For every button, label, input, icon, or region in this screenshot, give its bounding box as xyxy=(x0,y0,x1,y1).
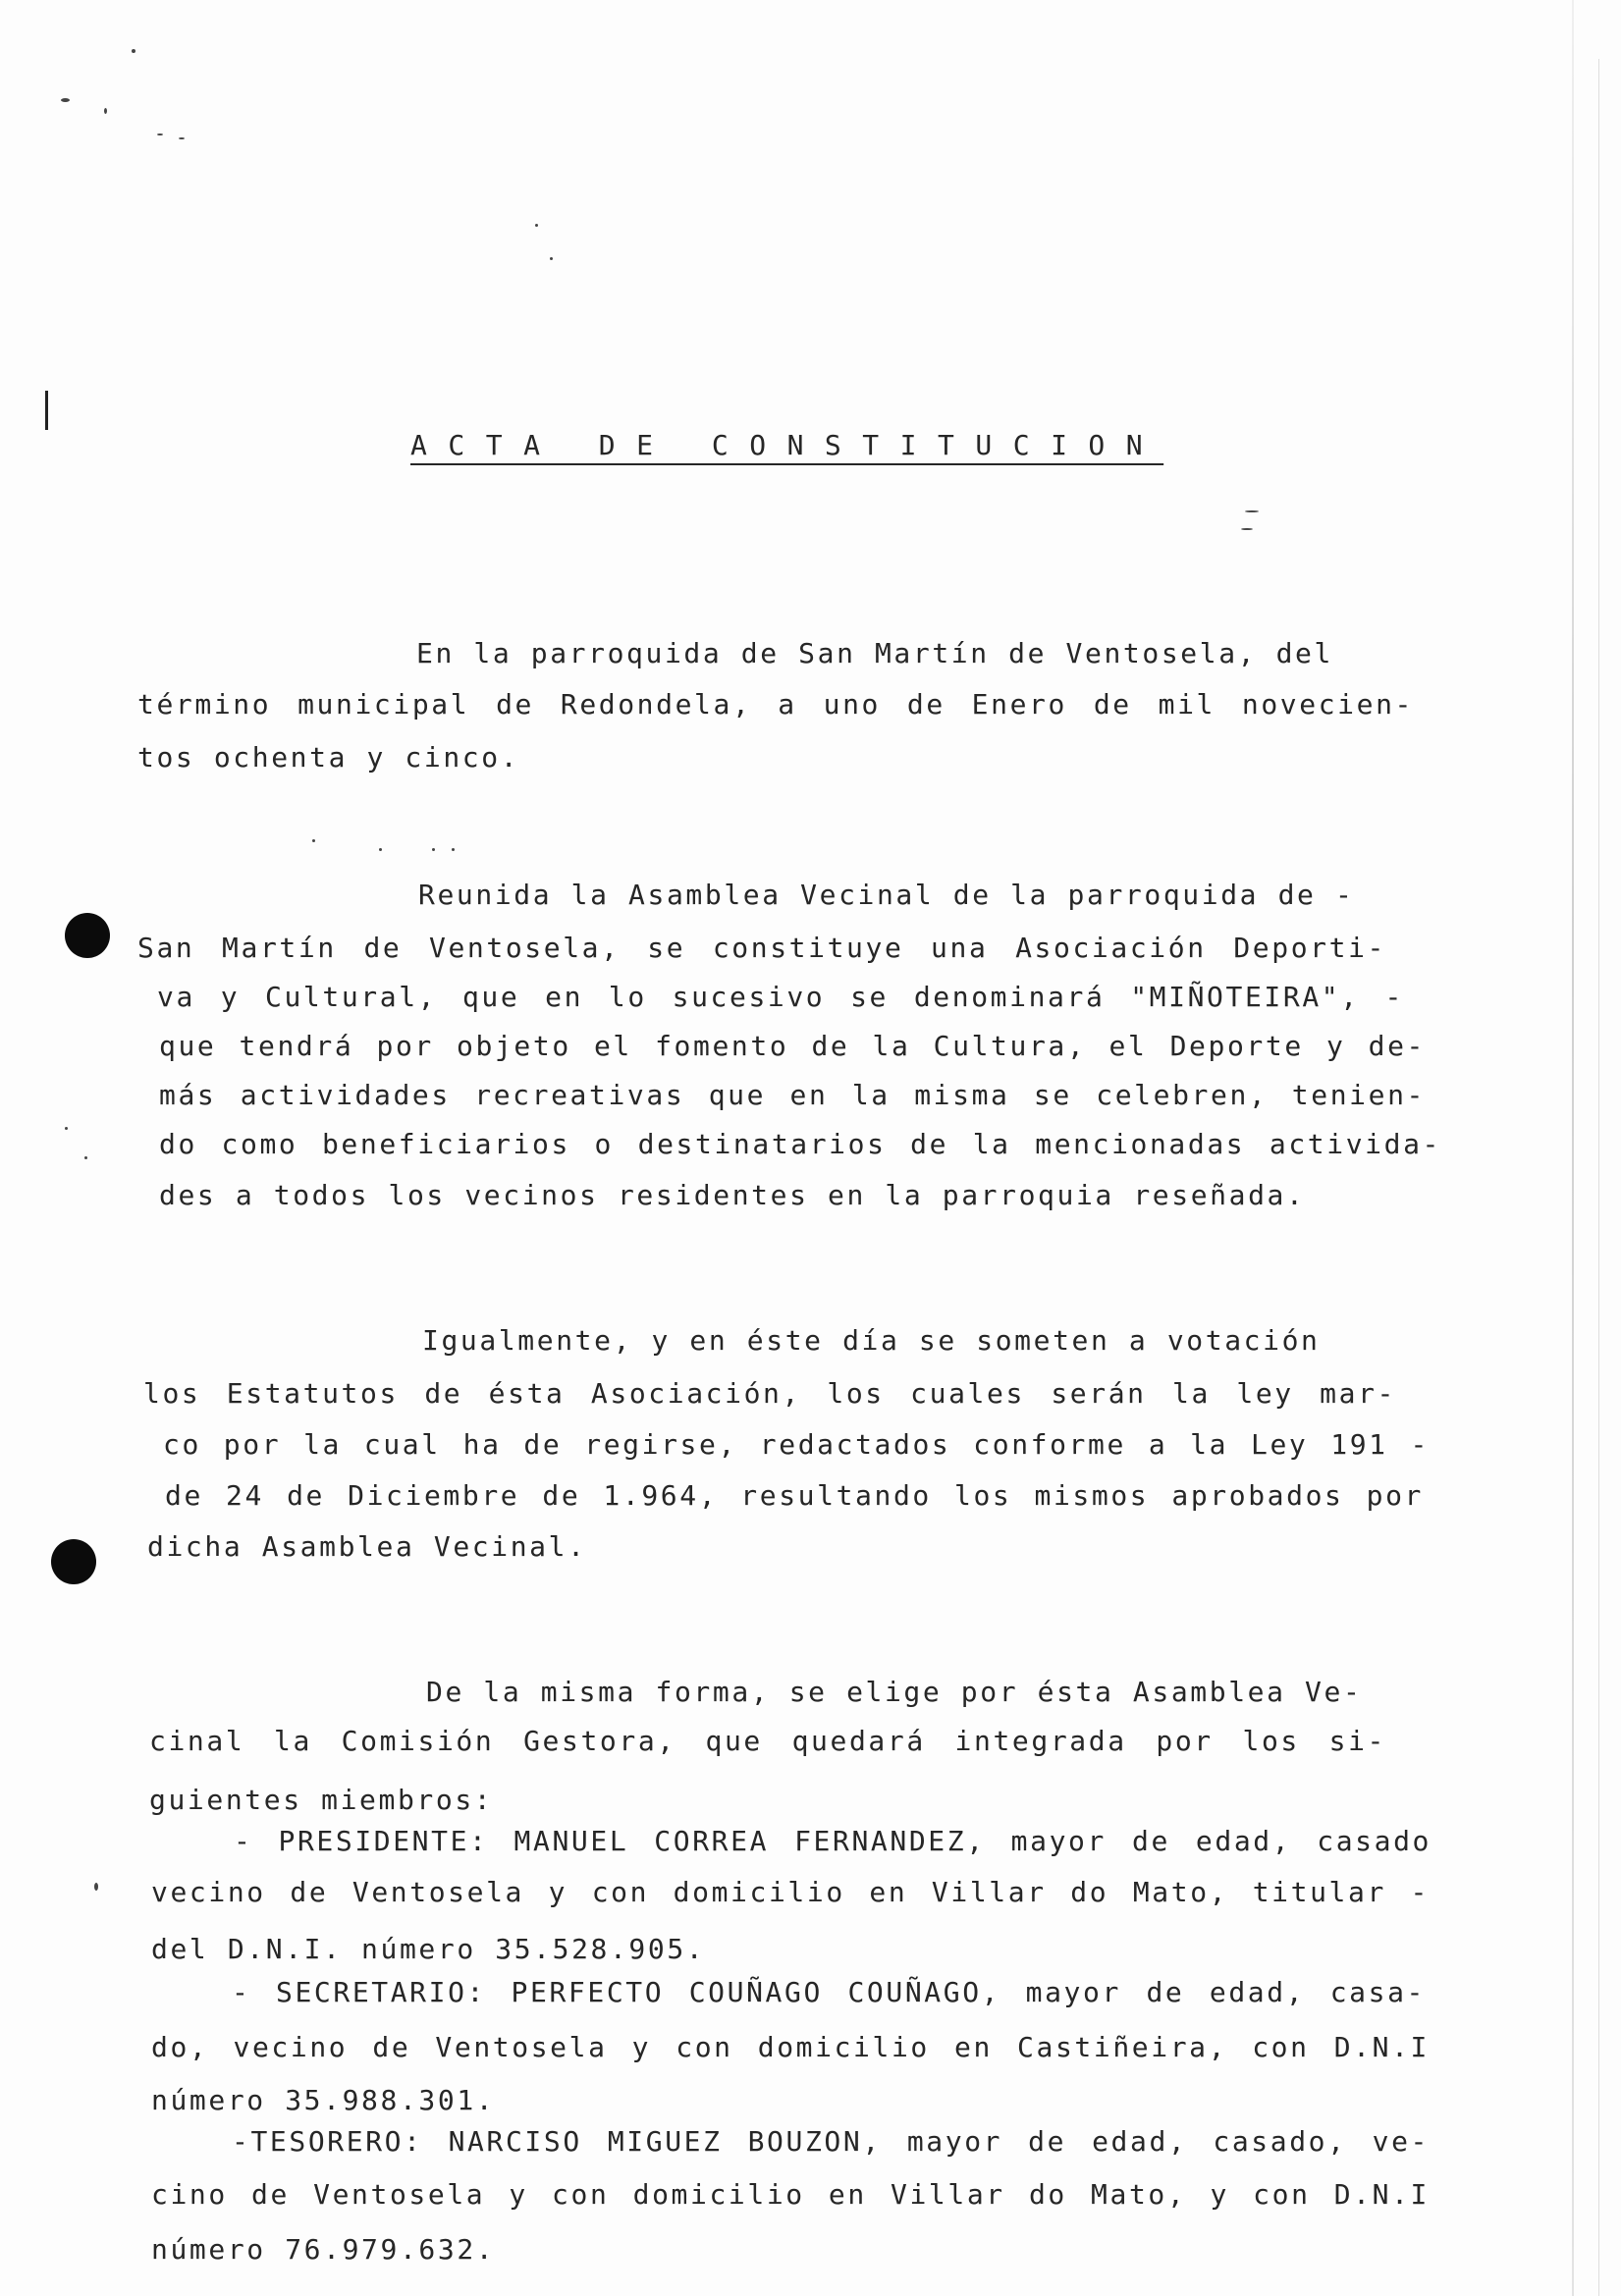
scan-speck xyxy=(104,108,107,114)
body-line: más actividades recreativas que en la misma se celebren, tenien- xyxy=(159,1079,1426,1111)
body-line: tos ochenta y cinco. xyxy=(137,741,520,774)
body-line: cino de Ventosela y con domicilio en Villar do Mato, y con D.N.I xyxy=(151,2178,1430,2211)
scan-edge xyxy=(1572,0,1574,2296)
body-line: de 24 de Diciembre de 1.964, resultando los mismos aprobados por xyxy=(165,1479,1424,1512)
scan-speck xyxy=(452,848,455,851)
body-line: do como beneficiarios o destinatarios de la mencionadas activida- xyxy=(159,1128,1441,1160)
scan-edge-inner xyxy=(1598,59,1599,2296)
body-line: co por la cual ha de regirse, redactados conforme a la Ley 191 - xyxy=(163,1428,1430,1461)
body-line: San Martín de Ventosela, se constituye una Asociación Deporti- xyxy=(137,932,1386,964)
scan-speck xyxy=(179,137,185,139)
body-line: término municipal de Redondela, a uno de Enero de mil novecien- xyxy=(137,688,1414,721)
scan-speck xyxy=(1241,528,1253,530)
scan-speck xyxy=(65,1127,68,1130)
punch-hole-top xyxy=(65,913,110,958)
scan-speck xyxy=(132,49,135,53)
body-line: des a todos los vecinos residentes en la parroquia reseñada. xyxy=(159,1179,1306,1211)
scan-speck xyxy=(550,257,553,260)
scan-speck xyxy=(84,1156,87,1159)
body-line: dicha Asamblea Vecinal. xyxy=(147,1530,587,1563)
body-line: número 76.979.632. xyxy=(151,2233,496,2266)
margin-mark xyxy=(45,391,48,430)
body-line: guientes miembros: xyxy=(149,1784,494,1816)
body-line: do, vecino de Ventosela y con domicilio en Castiñeira, con D.N.I xyxy=(151,2031,1430,2063)
body-line: Igualmente, y en éste día se someten a votación xyxy=(422,1324,1321,1357)
document-title: ACTA DE CONSTITUCION xyxy=(410,429,1164,461)
scan-speck xyxy=(94,1883,98,1891)
scan-speck xyxy=(312,839,315,842)
body-line: -TESORERO: NARCISO MIGUEZ BOUZON, mayor de edad, casado, ve- xyxy=(232,2125,1430,2158)
scan-speck xyxy=(1245,510,1259,512)
body-line: Reunida la Asamblea Vecinal de la parroquida de - xyxy=(418,879,1355,911)
body-line: De la misma forma, se elige por ésta Asamblea Ve- xyxy=(426,1676,1363,1708)
scan-speck xyxy=(432,848,435,851)
scan-speck xyxy=(535,224,538,227)
body-line: - PRESIDENTE: MANUEL CORREA FERNANDEZ, mayor de edad, casado xyxy=(234,1825,1432,1857)
punch-hole-bottom xyxy=(51,1539,96,1584)
body-line: que tendrá por objeto el fomento de la Cultura, el Deporte y de- xyxy=(159,1030,1426,1062)
body-line: va y Cultural, que en lo sucesivo se denominará "MIÑOTEIRA", - xyxy=(157,981,1404,1013)
body-line: - SECRETARIO: PERFECTO COUÑAGO COUÑAGO, mayor de edad, casa- xyxy=(232,1976,1426,2008)
scan-speck xyxy=(157,133,163,135)
scan-speck xyxy=(61,98,70,102)
body-line: del D.N.I. número 35.528.905. xyxy=(151,1933,706,1965)
body-line: En la parroquida de San Martín de Ventosela, del xyxy=(416,637,1333,669)
body-line: número 35.988.301. xyxy=(151,2084,496,2116)
body-line: cinal la Comisión Gestora, que quedará integrada por los si- xyxy=(149,1725,1386,1757)
body-line: vecino de Ventosela y con domicilio en Villar do Mato, titular - xyxy=(151,1876,1430,1908)
scan-speck xyxy=(379,848,382,851)
body-line: los Estatutos de ésta Asociación, los cuales serán la ley mar- xyxy=(143,1377,1396,1410)
